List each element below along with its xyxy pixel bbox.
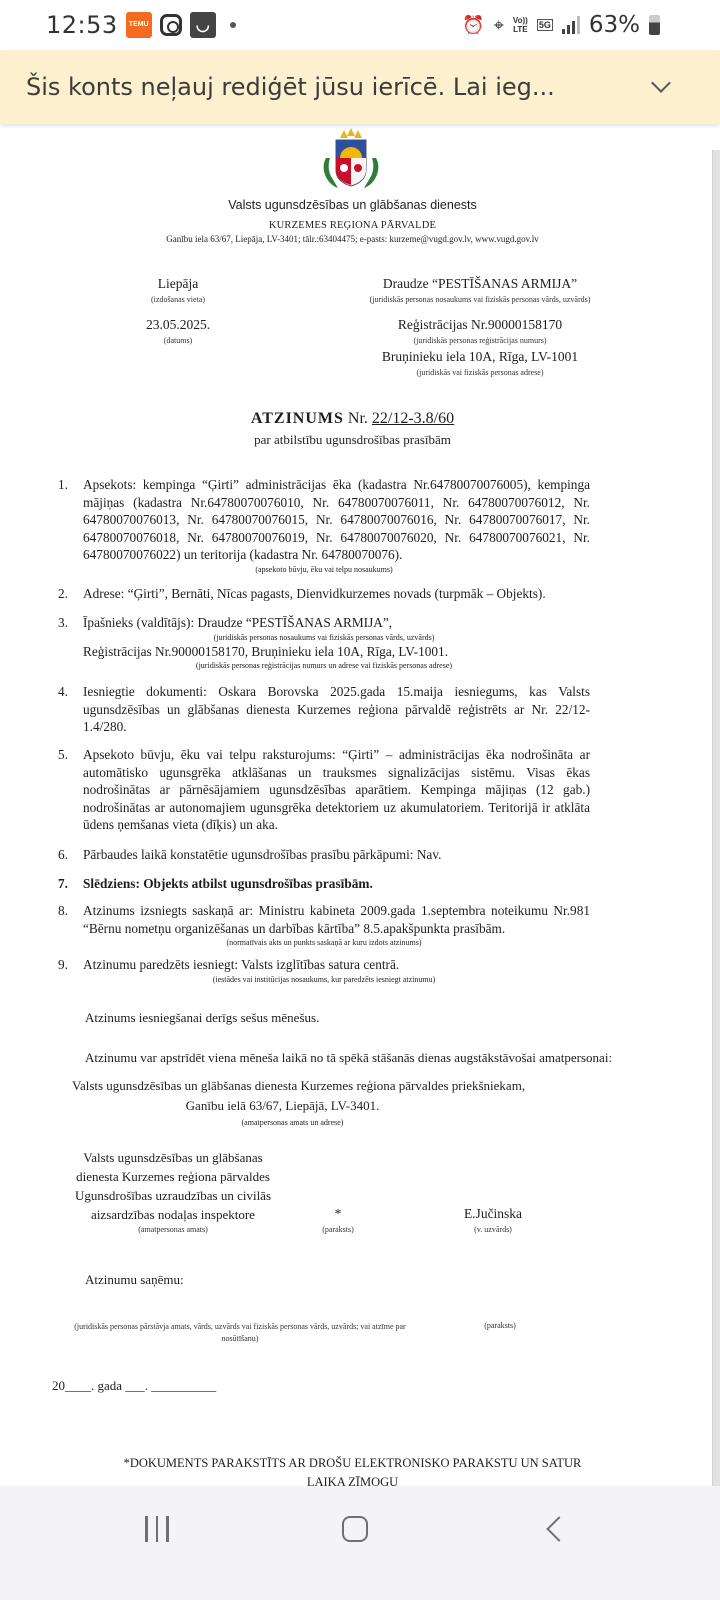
conclusion-text: Slēdziens: Objekts atbilst ugunsdrošības prasībām. bbox=[83, 876, 373, 891]
document-number: 22/12-3.8/60 bbox=[371, 410, 455, 427]
signer-position-line: aizsardzības nodaļas inspektore bbox=[91, 1207, 255, 1222]
item-note: (apsekoto būvju, ēku vai telpu nosaukums) bbox=[255, 564, 393, 574]
item-number: 4. bbox=[58, 684, 68, 699]
received-rep-label-line: nosūtīšanu) bbox=[221, 1334, 259, 1343]
issue-date-label: (datums) bbox=[163, 336, 193, 345]
item-number: 2. bbox=[58, 586, 68, 601]
signer-position-line: Valsts ugunsdzēsības un glābšanas bbox=[83, 1150, 263, 1165]
instagram-icon bbox=[160, 14, 182, 36]
navigation-bar bbox=[0, 1486, 720, 1600]
signer-name-label: (v. uzvārds) bbox=[474, 1225, 512, 1234]
item-text: Apsekoto būvju, ēku vai telpu raksturojums: “Ģirti” – administrācijas ēka nodrošināta ar automātisko ugunsgrēka atklāšanas un trauksmes signalizācijas sistēmu. Visas ēkas nodrošinātas ar pārnēsājamiem ugunsdzēsības aparātiem. Kempinga mājiņas (12 gab.) nodrošinātas ar autonomajiem ugunsgrēka detektoriem uz akumulatoriem. Teritorijā ir atklāta ūdens ņemšanas vieta (dīķis) un aka. bbox=[83, 747, 590, 833]
coat-of-arms-icon bbox=[318, 128, 384, 194]
more-dot-icon bbox=[230, 22, 236, 28]
edit-restriction-banner[interactable] bbox=[0, 50, 720, 124]
organization-name: Valsts ugunsdzēsības un glābšanas dienests bbox=[228, 198, 477, 212]
volte-icon bbox=[513, 16, 528, 34]
issue-date: 23.05.2025. bbox=[145, 317, 211, 332]
item-text: Atzinums izsniegts saskaņā ar: Ministru kabineta 2009.gada 1.septembra noteikumu Nr.981 “Bērnu nometņu organizēšanas un darbības kārtība” 8.5.apakšpunkta prasībām. bbox=[83, 903, 590, 936]
list-item bbox=[58, 476, 590, 575]
list-item bbox=[58, 683, 590, 736]
signature-mark: * bbox=[334, 1206, 342, 1221]
document-subtitle: par atbilstību ugunsdrošības prasībām bbox=[254, 432, 451, 447]
scrollbar[interactable] bbox=[712, 150, 720, 1486]
recipient-reg-label: (juridiskās personas reģistrācijas numurs) bbox=[413, 336, 547, 345]
item-text-2: Reģistrācijas Nr.90000158170, Bruņinieku iela 10A, Rīga, LV-1001. bbox=[83, 643, 449, 659]
appeal-text: Atzinumu var apstrīdēt viena mēneša laikā no tā spēkā stāšanās dienas augstākstāvošai amatpersonai: bbox=[85, 1050, 613, 1065]
list-item bbox=[58, 746, 590, 834]
item-number: 6. bbox=[58, 847, 68, 862]
footer-note-line: *DOKUMENTS PARAKSTĪTS AR DROŠU ELEKTRONISKO PARAKSTU UN SATUR bbox=[123, 1456, 582, 1470]
recipient-address: Bruņinieku iela 10A, Rīga, LV-1001 bbox=[381, 349, 579, 364]
title-word: ATZINUMS bbox=[250, 410, 344, 427]
appeal-label: (amatpersonas amats un adrese) bbox=[241, 1118, 344, 1127]
signature-label: (paraksts) bbox=[322, 1225, 354, 1234]
status-bar bbox=[0, 0, 720, 50]
alarm-icon: ⏰ bbox=[462, 14, 485, 35]
organization-contact: Ganību iela 63/67, Liepāja, LV-3401; tālr.:63404475; e-pasts: kurzeme@vugd.gov.lv, www.vugd.gov.lv bbox=[166, 234, 539, 244]
appeal-address: Ganību ielā 63/67, Liepājā, LV-3401. bbox=[185, 1098, 380, 1113]
appeal-official: Valsts ugunsdzēsības un glābšanas dienesta Kurzemes reģiona pārvaldes priekšniekam, bbox=[72, 1078, 526, 1093]
item-text: Iesniegtie dokumenti: Oskara Borovska 2025.gada 15.maija iesniegums, kas Valsts ugunsdzēsības un glābšanas dienesta Kurzemes reģiona pārvaldē reģistrēts ar Nr. 22/12-1.4/280. bbox=[83, 684, 590, 735]
issue-place: Liepāja bbox=[157, 276, 199, 291]
location-icon: ⌖ bbox=[493, 14, 504, 35]
item-number: 8. bbox=[58, 903, 68, 918]
item-text: Īpašnieks (valdītājs): Draudze “PESTĪŠANAS ARMIJA”, bbox=[83, 615, 393, 630]
validity-text: Atzinums iesniegšanai derīgs sešus mēnešus. bbox=[85, 1010, 320, 1025]
clock: 12:53 bbox=[46, 11, 118, 39]
item-number: 1. bbox=[58, 477, 68, 492]
list-item bbox=[58, 614, 590, 671]
signer-position bbox=[48, 1148, 298, 1224]
banner-text: Šis konts neļauj rediģēt jūsu ierīcē. Lai ieg... bbox=[26, 73, 555, 101]
list-item bbox=[58, 846, 590, 864]
item-number: 9. bbox=[58, 957, 68, 972]
item-text: Atzinumu paredzēts iesniegt: Valsts izglītības satura centrā. bbox=[83, 957, 400, 972]
volte-label-top: Vo)) bbox=[512, 16, 528, 25]
list-item bbox=[58, 585, 590, 603]
list-item bbox=[58, 875, 590, 893]
back-icon[interactable] bbox=[546, 1516, 571, 1541]
electronic-signature-note bbox=[0, 1454, 705, 1486]
list-item bbox=[58, 902, 590, 948]
received-rep-label-line: (juridiskās personas pārstāvja amats, vārds, uzvārds vai fiziskās personas vārds, uzvārds; vai atzīme par bbox=[74, 1322, 406, 1331]
issue-place-label: (izdošanas vieta) bbox=[151, 295, 205, 304]
recipient-name: Draudze “PESTĪŠANAS ARMIJA” bbox=[382, 276, 578, 291]
battery-icon bbox=[649, 15, 660, 35]
title-nr-prefix: Nr. bbox=[347, 410, 368, 427]
received-label: Atzinumu saņēmu: bbox=[85, 1272, 184, 1287]
signal-icon bbox=[562, 16, 580, 34]
signer-position-label: (amatpersonas amats) bbox=[138, 1225, 208, 1234]
received-date-line: 20____. gada ___. __________ bbox=[52, 1378, 217, 1393]
shopping-bag-icon: ◡ bbox=[190, 12, 216, 38]
recipient-address-label: (juridiskās vai fiziskās personas adrese) bbox=[416, 368, 544, 377]
received-sign-label: (paraksts) bbox=[484, 1321, 516, 1330]
signer-position-line: Ugunsdrošības uzraudzības un civilās bbox=[74, 1188, 272, 1203]
home-icon[interactable] bbox=[342, 1516, 368, 1542]
item-note: (normatīvais akts un punkts saskaņā ar kuru izdots atzinums) bbox=[226, 938, 422, 948]
signer-name: E.Jučinska bbox=[463, 1206, 523, 1221]
item-text: Apsekots: kempinga “Ģirti” administrācijas ēka (kadastra Nr.64780070076005), kempinga mājiņas (kadastra Nr.64780070076010, Nr. 64780070076011, Nr. 64780070076012, Nr. 64780070076013, Nr. 64780070076015, Nr. 64780070076016, Nr. 64780070076017, Nr. 64780070076018, Nr. 64780070076019, Nr. 64780070076020, Nr. 64780070076021, Nr. 64780070076022) un teritorija (kadastra Nr. 64780070076). bbox=[83, 477, 590, 563]
chevron-down-icon[interactable] bbox=[651, 73, 671, 93]
received-rep-label bbox=[55, 1321, 425, 1345]
recent-apps-icon[interactable] bbox=[145, 1516, 169, 1542]
document-view bbox=[0, 124, 720, 1486]
footer-note-line: LAIKA ZĪMOGU bbox=[306, 1475, 399, 1486]
volte-label-bottom: LTE bbox=[513, 25, 528, 34]
temu-icon: TEMU bbox=[126, 12, 152, 38]
item-text: Adrese: “Ģirti”, Bernāti, Nīcas pagasts, Dienvidkurzemes novads (turpmāk – Objekts). bbox=[83, 586, 546, 601]
list-item bbox=[58, 956, 590, 985]
signer-position-line: dienesta Kurzemes reģiona pārvaldes bbox=[76, 1169, 270, 1184]
region-name: KURZEMES REĢIONA PĀRVALDE bbox=[268, 220, 437, 231]
recipient-reg: Reģistrācijas Nr.90000158170 bbox=[397, 317, 563, 332]
item-number: 7. bbox=[58, 876, 68, 891]
document-title bbox=[0, 410, 705, 428]
battery-percent: 63% bbox=[588, 12, 640, 38]
item-text: Pārbaudes laikā konstatētie ugunsdrošības prasību pārkāpumi: Nav. bbox=[83, 847, 442, 862]
recipient-name-label: (juridiskās personas nosaukums vai fiziskās personas vārds, uzvārds) bbox=[369, 295, 591, 304]
item-note-2: (juridiskās personas reģistrācijas numurs un adrese vai fiziskās personas adrese) bbox=[195, 661, 453, 671]
item-number: 3. bbox=[58, 615, 68, 630]
5g-icon: 5G bbox=[538, 20, 551, 30]
item-number: 5. bbox=[58, 747, 68, 762]
item-note: (juridiskās personas nosaukums vai fiziskās personas vārds, uzvārds) bbox=[213, 632, 435, 642]
item-note: (iestādes vai institūcijas nosaukums, kur paredzēts iesniegt atzinumu) bbox=[212, 974, 436, 984]
